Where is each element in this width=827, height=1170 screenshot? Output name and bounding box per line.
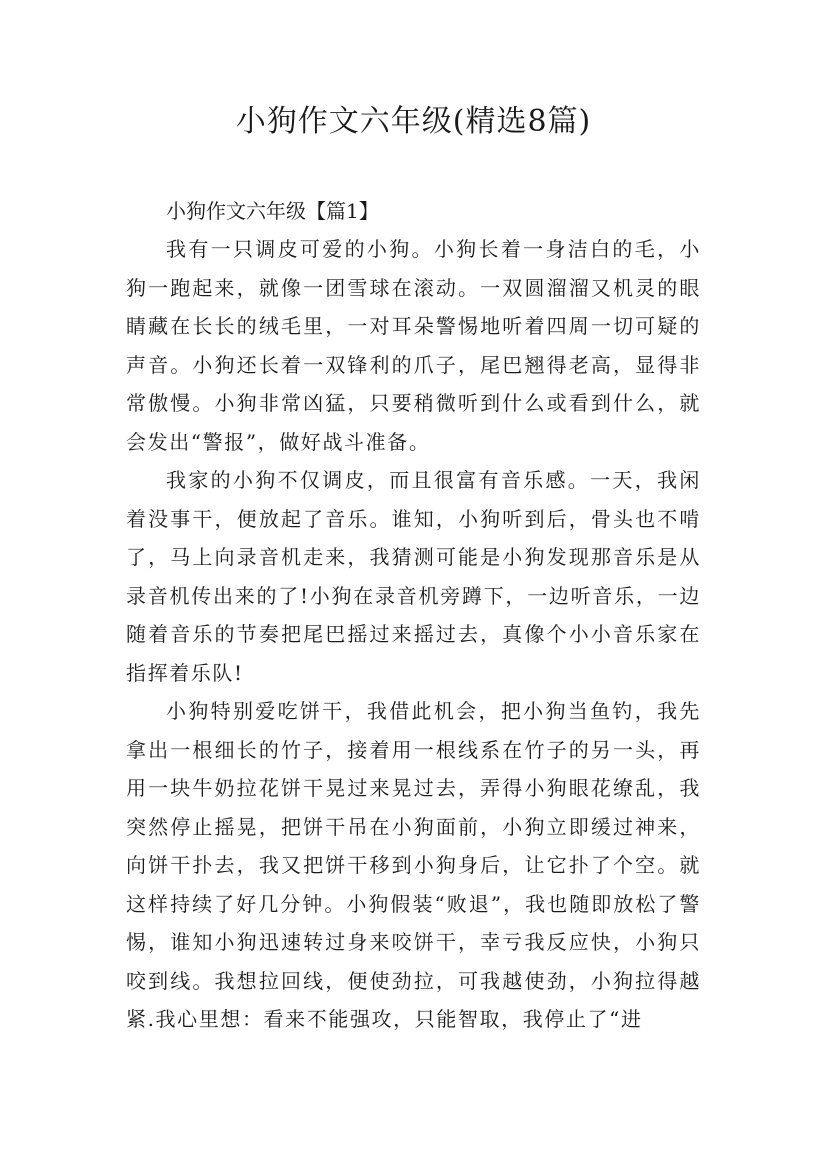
section-heading: 小狗作文六年级【篇1】 bbox=[166, 199, 379, 223]
document-body bbox=[126, 192, 701, 1039]
paragraph-1: 我有一只调皮可爱的小狗。小狗长着一身洁白的毛，小狗一跑起来，就像一团雪球在滚动。一双圆溜溜又机灵的眼睛藏在长长的绒毛里，一对耳朵警惕地听着四周一切可疑的声音。小狗还长着一双锋利的爪子，尾巴翘得老高，显得非常傲慢。小狗非常凶猛，只要稍微听到什么或看到什么，就会发出“警报”，做好战斗准备。 bbox=[126, 237, 701, 454]
paragraph-2: 我家的小狗不仅调皮，而且很富有音乐感。一天，我闲着没事干，便放起了音乐。谁知，小狗听到后，骨头也不啃了，马上向录音机走来，我猜测可能是小狗发现那音乐是从录音机传出来的了!小狗在录音机旁蹲下，一边听音乐，一边随着音乐的节奏把尾巴摇过来摇过去，真像个小小音乐家在指挥着乐队! bbox=[126, 468, 701, 685]
document-title: 小狗作文六年级(精选8篇) bbox=[235, 104, 592, 139]
paragraph-3: 小狗特别爱吃饼干，我借此机会，把小狗当鱼钓，我先拿出一根细长的竹子，接着用一根线系在竹子的另一头，再用一块牛奶拉花饼干晃过来晃过去，弄得小狗眼花缭乱，我突然停止摇晃，把饼干吊在小狗面前，小狗立即缓过神来，向饼干扑去，我又把饼干移到小狗身后，让它扑了个空。就这样持续了好几分钟。小狗假装“败退”，我也随即放松了警惕，谁知小狗迅速转过身来咬饼干，幸亏我反应快，小狗只咬到线。我想拉回线，便使劲拉，可我越使劲，小狗拉得越紧.我心里想：看来不能强攻，只能智取，我停止了“进 bbox=[126, 699, 701, 1031]
